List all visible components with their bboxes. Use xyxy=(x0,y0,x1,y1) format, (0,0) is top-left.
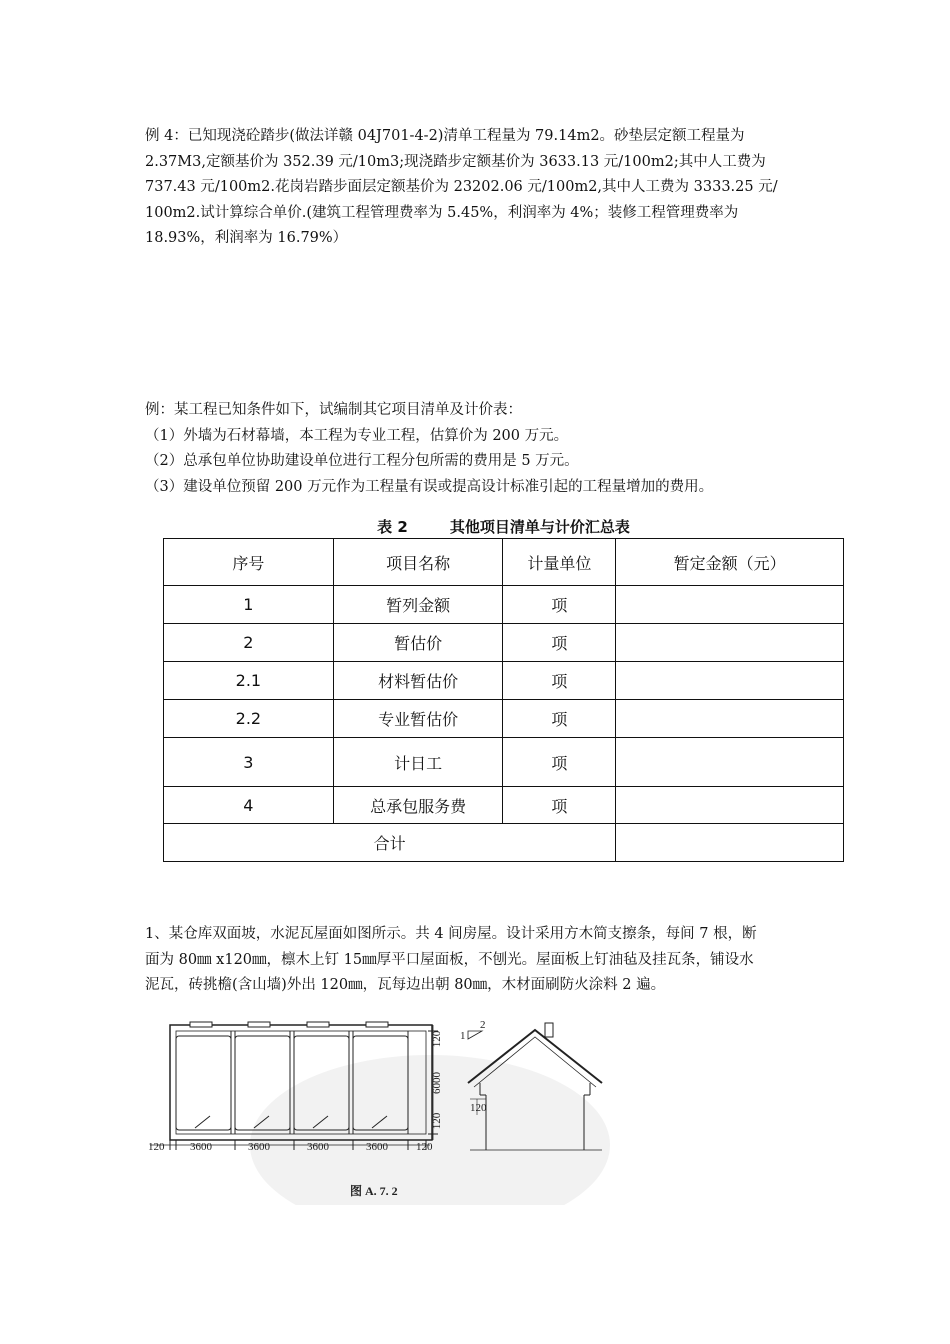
header-cell-name: 项目名称 xyxy=(333,539,503,586)
cell-no: 2.2 xyxy=(164,700,334,738)
cell-unit: 项 xyxy=(503,624,616,662)
dim-label: 3600 xyxy=(248,1141,270,1153)
text-line: 100m2.试计算综合单价.(建筑工程管理费率为 5.45%，利润率为 4%；装修工程管理费率为 xyxy=(145,204,739,221)
warehouse-roof-figure xyxy=(140,1015,620,1205)
dim-label: 120 xyxy=(470,1102,487,1114)
dim-label: 120 xyxy=(148,1141,165,1153)
cell-total-label: 合计 xyxy=(164,824,616,862)
cell-name: 暂列金额 xyxy=(333,586,503,624)
cell-no: 2 xyxy=(164,624,334,662)
cell-amount xyxy=(616,738,844,787)
cell-no: 2.1 xyxy=(164,662,334,700)
figure-caption: 图 A. 7. 2 xyxy=(350,1184,398,1198)
cell-no: 4 xyxy=(164,787,334,824)
text-line: 面为 80㎜ x120㎜，檩木上钉 15㎜厚平口屋面板，不刨光。屋面板上钉油毡及挂瓦条，铺设水 xyxy=(145,951,754,968)
example-other-items-paragraph xyxy=(145,398,810,500)
text-line: （2）总承包单位协助建设单位进行工程分包所需的费用是 5 万元。 xyxy=(145,453,579,469)
table-caption xyxy=(163,516,844,537)
dim-label: 120 xyxy=(431,1112,443,1130)
dim-label: 6000 xyxy=(431,1072,443,1094)
cell-name: 暂估价 xyxy=(333,624,503,662)
text-line: 737.43 元/100m2.花岗岩踏步面层定额基价为 23202.06 元/100m2,其中人工费为 3333.25 元/ xyxy=(145,179,778,195)
cell-name: 计日工 xyxy=(333,738,503,787)
example1-paragraph xyxy=(145,922,810,999)
cell-total-amount xyxy=(616,824,844,862)
dim-label: 120 xyxy=(416,1141,433,1153)
dim-label: 3600 xyxy=(307,1141,329,1153)
cell-name: 材料暂估价 xyxy=(333,662,503,700)
table-row xyxy=(164,787,844,824)
dim-label: 3600 xyxy=(190,1141,212,1153)
dim-label: 120 xyxy=(431,1030,443,1048)
text-line: 泥瓦，砖挑檐(含山墙)外出 120㎜，瓦每边出朝 80㎜，木材面刷防火涂料 2 遍。 xyxy=(145,977,666,993)
cell-amount xyxy=(616,700,844,738)
table-header-row xyxy=(164,539,844,586)
text-line: 2.37M3,定额基价为 352.39 元/10m3;现浇踏步定额基价为 3633.13 元/100m2;其中人工费为 xyxy=(145,153,766,170)
text-line: （3）建设单位预留 200 万元作为工程量有误或提高设计标准引起的工程量增加的费用。 xyxy=(145,478,714,495)
text-line: 例 4：已知现浇砼踏步(做法详赣 04J701-4-2)清单工程量为 79.14m2。砂垫层定额工程量为 xyxy=(145,128,745,144)
table-title: 其他项目清单与计价汇总表 xyxy=(449,518,630,536)
table-row xyxy=(164,700,844,738)
cell-amount xyxy=(616,586,844,624)
table-number: 表 2 xyxy=(377,518,408,536)
table-row xyxy=(164,624,844,662)
text-line: 1、某仓库双面坡，水泥瓦屋面如图所示。共 4 间房屋。设计采用方木简支擦条，每间 7 根，断 xyxy=(145,926,757,942)
cell-unit: 项 xyxy=(503,700,616,738)
cell-unit: 项 xyxy=(503,787,616,824)
header-cell-amount: 暂定金额（元） xyxy=(616,539,844,586)
cell-no: 3 xyxy=(164,738,334,787)
cell-amount xyxy=(616,787,844,824)
cell-name: 专业暂估价 xyxy=(333,700,503,738)
table-total-row xyxy=(164,824,844,862)
text-line: 18.93%，利润率为 16.79%） xyxy=(145,230,348,246)
cell-amount xyxy=(616,662,844,700)
header-cell-no: 序号 xyxy=(164,539,334,586)
cell-unit: 项 xyxy=(503,738,616,787)
slope-label: 2 xyxy=(480,1019,486,1031)
cell-name: 总承包服务费 xyxy=(333,787,503,824)
table-row xyxy=(164,662,844,700)
example4-paragraph xyxy=(145,124,810,252)
text-line: 例：某工程已知条件如下，试编制其它项目清单及计价表： xyxy=(145,402,522,418)
cell-unit: 项 xyxy=(503,662,616,700)
header-cell-unit: 计量单位 xyxy=(503,539,616,586)
table-row xyxy=(164,586,844,624)
cell-no: 1 xyxy=(164,586,334,624)
table-row xyxy=(164,738,844,787)
dim-label: 3600 xyxy=(366,1141,388,1153)
other-items-summary-table xyxy=(163,538,844,862)
cell-unit: 项 xyxy=(503,586,616,624)
cell-amount xyxy=(616,624,844,662)
text-line: （1）外墙为石材幕墙，本工程为专业工程，估算价为 200 万元。 xyxy=(145,427,569,444)
slope-label: 1 xyxy=(460,1030,466,1042)
